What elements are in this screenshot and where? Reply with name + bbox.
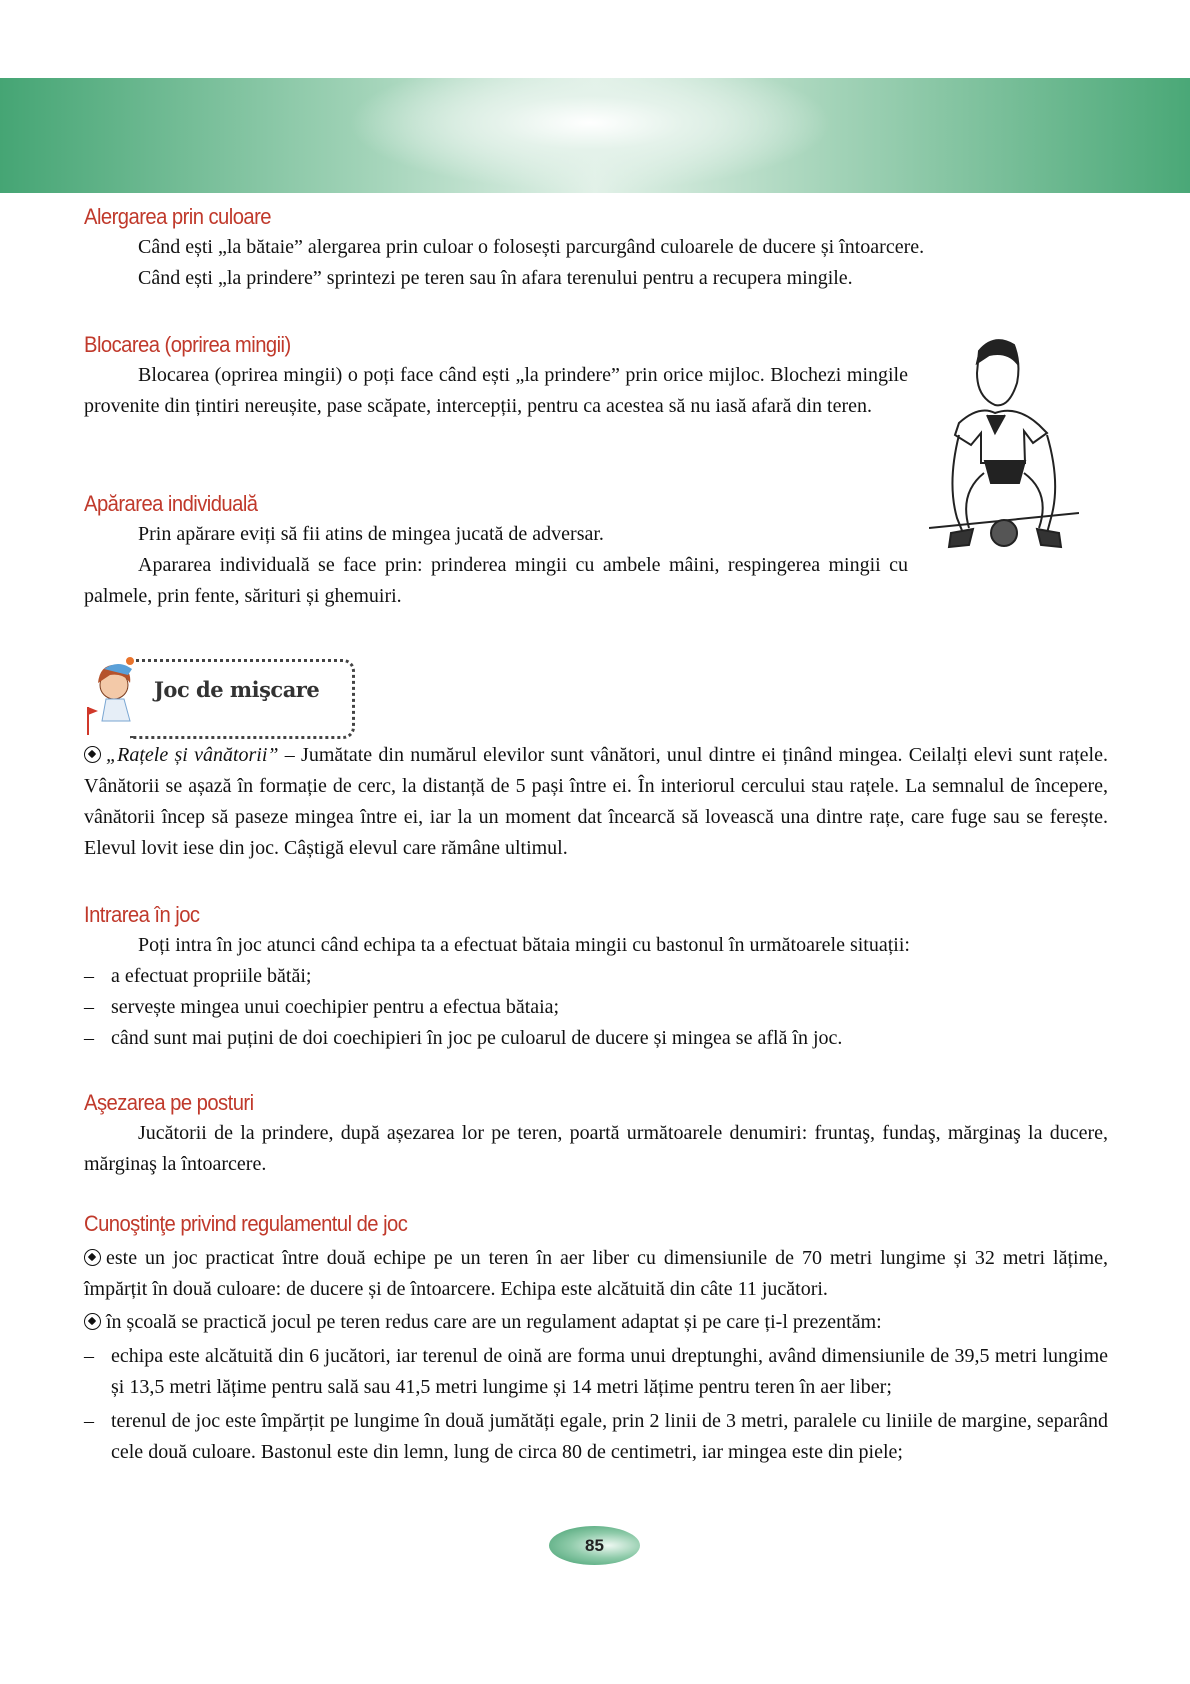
section-intrarea: [84, 899, 1108, 1054]
heading: Alergarea prin culoare: [84, 204, 272, 229]
list-item: – servește mingea unui coechipier pentru a efectua bătaia;: [84, 992, 1108, 1023]
section-blocarea: [84, 329, 908, 422]
soccer-ball-icon: [84, 746, 101, 763]
paragraph: Jucătorii de la prindere, după așezarea lor pe teren, poartă următoarele denumiri: fruntaş, fundaş, mărginaş la ducere, mărginaş la întoarcere.: [84, 1122, 1108, 1175]
joc-de-miscare-badge: [84, 655, 354, 737]
section-asezarea: [84, 1087, 1108, 1180]
section-alergarea: [84, 201, 1108, 294]
list-item: – când sunt mai puțini de doi coechipieri în joc pe culoarul de ducere și mingea se află în joc.: [84, 1023, 1108, 1054]
paragraph: Prin apărare eviți să fii atins de mingea jucată de adversar.: [138, 523, 604, 545]
heading: Blocarea (oprirea mingii): [84, 332, 291, 357]
game-title: „Rațele și vânătorii”: [106, 744, 279, 766]
soccer-ball-icon: [84, 1249, 101, 1266]
badge-title: Joc de mişcare: [154, 677, 320, 702]
heading: Intrarea în joc: [84, 902, 200, 927]
bullet-paragraph: [84, 1243, 1108, 1305]
paragraph: Când ești „la bătaie” alergarea prin culoar o folosești parcurgând culoarele de ducere și întoarcere.: [138, 236, 925, 258]
list-item: – echipa este alcătuită din 6 jucători, iar terenul de oină are forma unui dreptunghi, având dimensiunile de 39,5 metri lungime și 13,5 metri lățime pentru sală sau 41,5 metri lungime și 14 metri lățime pentru teren în aer liber;: [84, 1341, 1108, 1403]
player-illustration: [929, 333, 1079, 569]
paragraph: Când ești „la prindere” sprintezi pe teren sau în afara terenului pentru a recupera mingile.: [138, 267, 853, 289]
bullet-text: în școală se practică jocul pe teren redus care are un regulament adaptat și pe care ți-l prezentăm:: [106, 1311, 882, 1333]
list-item: – terenul de joc este împărțit pe lungime în două jumătăți egale, prin 2 linii de 3 metri, paralele cu liniile de margine, separând cele două culoare. Bastonul este din lemn, lung de circa 80 de centimetri, iar mingea este din piele;: [84, 1406, 1108, 1468]
heading: Apărarea individuală: [84, 491, 258, 516]
page-number: 85: [549, 1526, 640, 1565]
game-description: [84, 740, 1108, 864]
list-item: – a efectuat propriile bătăi;: [84, 961, 1108, 992]
heading: Aşezarea pe posturi: [84, 1090, 254, 1115]
paragraph: Poți intra în joc atunci când echipa ta a efectuat bătaia mingii cu bastonul în următoarele situații:: [138, 934, 910, 956]
paragraph: Apararea individuală se face prin: prinderea mingii cu ambele mâini, respingerea mingii cu palmele, prin fente, sărituri și ghemuiri.: [84, 554, 908, 607]
soccer-ball-icon: [84, 1313, 101, 1330]
bullet-text: este un joc practicat între două echipe pe un teren în aer liber cu dimensiunile de 70 metri lungime și 32 metri lățime, împărțit în două culoare: de ducere și de întoarcere. Echipa este alcătuită din câte 11 jucători.: [84, 1247, 1108, 1300]
header-band: [0, 78, 1190, 193]
bullet-paragraph: [84, 1307, 1108, 1338]
section-cunostinte: [84, 1208, 1108, 1468]
section-joc: [84, 740, 1108, 864]
paragraph: Blocarea (oprirea mingii) o poți face când ești „la prindere” prin orice mijloc. Blochezi mingile provenite din țintiri nereușite, pase scăpate, intercepții, pentru ca acestea să nu iasă afară din teren.: [84, 364, 908, 417]
section-apararea: [84, 488, 908, 612]
heading: Cunoştinţe privind regulamentul de joc: [84, 1211, 408, 1236]
game-text: – Jumătate din numărul elevilor sunt vânători, unul dintre ei ținând mingea. Ceilalți elevi sunt rațele. Vânătorii se așază în formație de cerc, la distanță de 5 pași între ei. În interiorul cercului stau rațele. La semnalul de începere, vânătorii încep să paseze mingea între ei, iar la un moment dat încearcă să lovească una dintre rațe, care fuge sau se ferește. Elevul lovit iese din joc. Câștigă elevul care rămâne ultimul.: [84, 744, 1108, 859]
girl-mascot-icon: [84, 655, 148, 737]
